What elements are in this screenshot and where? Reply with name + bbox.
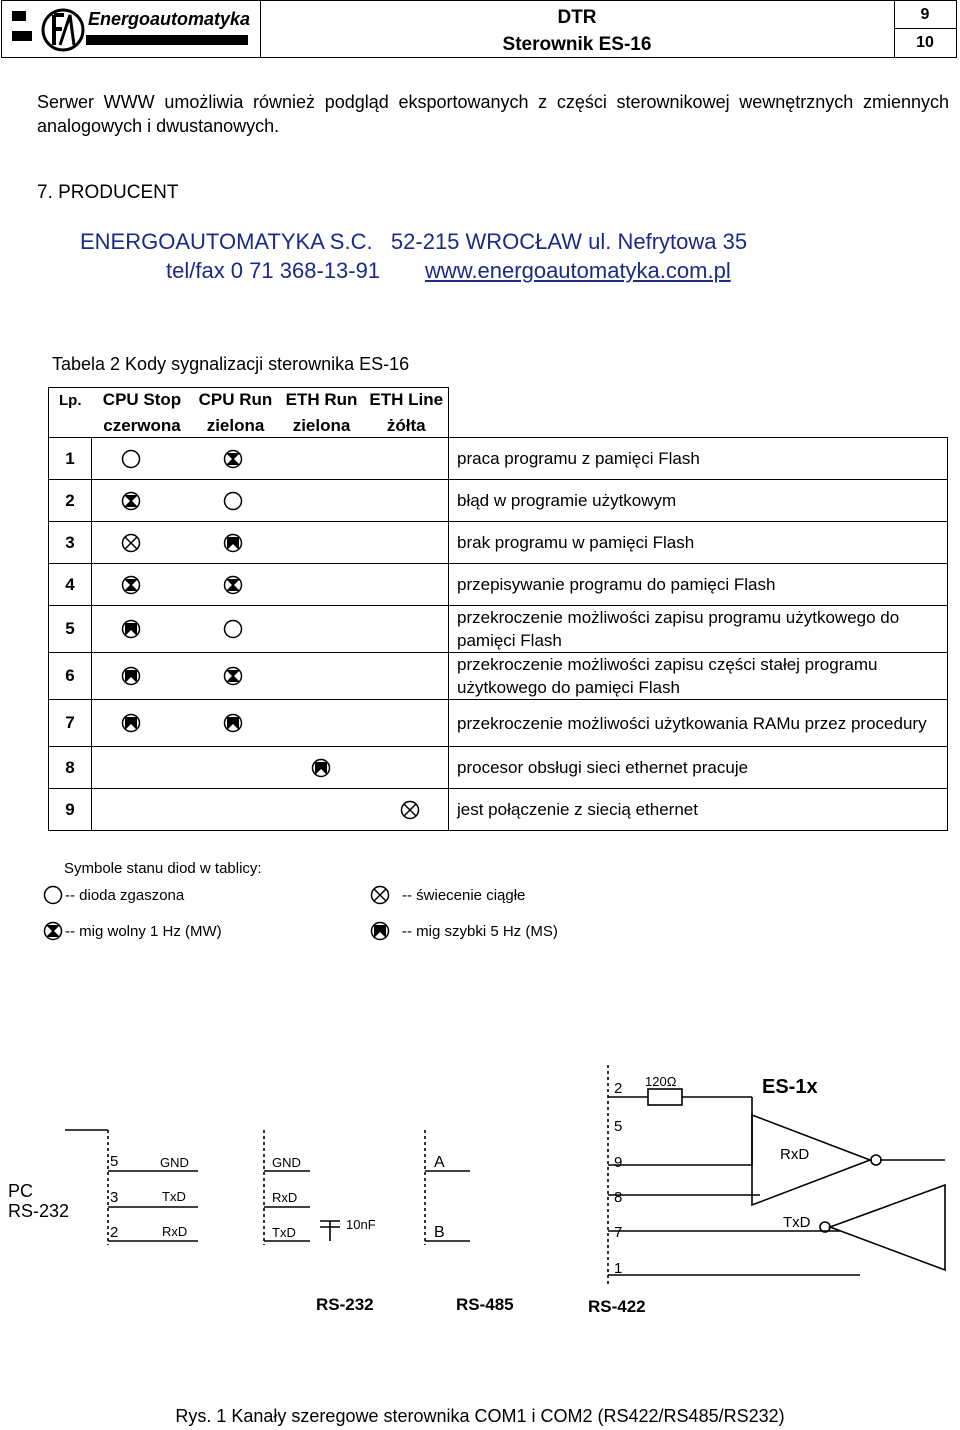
row-led-cells (92, 564, 449, 606)
legend-slow-label: -- mig wolny 1 Hz (MW) (65, 923, 222, 940)
pc-signal-label: RxD (162, 1224, 188, 1239)
pc-signal-label: TxD (162, 1189, 186, 1204)
table-row (49, 480, 948, 522)
led-fast-icon (222, 532, 244, 554)
page-header (1, 0, 957, 58)
table-row (49, 606, 948, 653)
header-cell-eth-line: ETH Line żółta (365, 388, 449, 438)
rs232-signal-label: RxD (272, 1190, 298, 1205)
row-description: przepisywanie programu do pamięci Flash (449, 564, 948, 606)
rs485-signal-label: B (434, 1224, 445, 1241)
txd-label: TxD (783, 1214, 811, 1231)
led-off-icon (120, 448, 142, 470)
row-led-cells (92, 789, 449, 831)
row-led-cells (92, 522, 449, 564)
es-pin-label: 1 (614, 1260, 623, 1277)
row-description: procesor obsługi sieci ethernet pracuje (449, 747, 948, 789)
producer-address: ENERGOAUTOMATYKA S.C. 52-215 WROCŁAW ul. Nefrytowa 35 (80, 229, 748, 254)
legend-fast-label: -- mig szybki 5 Hz (MS) (402, 923, 558, 940)
header-title-cell (260, 1, 895, 57)
led-slow-icon (120, 574, 142, 596)
pc-label: PC (8, 1181, 34, 1201)
table-row (49, 438, 948, 480)
header-cell-empty (449, 388, 948, 438)
section-heading-producer: 7. PRODUCENT (37, 182, 179, 203)
row-led-cells (92, 747, 449, 789)
led-fast-icon (120, 618, 142, 640)
led-fast-icon (310, 757, 332, 779)
pc-signal-label: GND (160, 1155, 189, 1170)
led-on-icon (399, 799, 421, 821)
rs422-bottom-label: RS-422 (588, 1297, 646, 1316)
led-off-icon (42, 884, 64, 906)
logo-bar (12, 11, 26, 21)
led-fast-icon (120, 665, 142, 687)
row-description: jest połączenie z siecią ethernet (449, 789, 948, 831)
page-number-bottom: 10 (916, 34, 934, 51)
row-description: błąd w programie użytkowym (449, 480, 948, 522)
row-number: 9 (49, 789, 92, 831)
row-led-cells (92, 606, 449, 653)
row-description: przekroczenie możliwości zapisu części stałej programu użytkowego do pamięci Flash (449, 653, 948, 700)
row-number: 4 (49, 564, 92, 606)
diagram-wires (65, 1065, 945, 1285)
figure-caption: Rys. 1 Kanały szeregowe sterownika COM1 i COM2 (RS422/RS485/RS232) (175, 1406, 785, 1426)
doc-code: DTR (557, 7, 597, 28)
page-number-top: 9 (894, 1, 956, 29)
energoautomatyka-logo-icon (40, 7, 86, 53)
row-description: brak programu w pamięci Flash (449, 522, 948, 564)
es-pin-label: 5 (614, 1118, 623, 1135)
row-number: 7 (49, 700, 92, 747)
pc-pin-label: 2 (110, 1224, 119, 1241)
row-description: praca programu z pamięci Flash (449, 438, 948, 480)
header-cell-cpu-stop: CPU Stop czerwona (92, 388, 193, 438)
signal-code-table (48, 387, 948, 831)
row-led-cells (92, 438, 449, 480)
header-logo-cell (2, 1, 261, 57)
brand-name: Energoautomatyka (88, 9, 251, 29)
row-number: 5 (49, 606, 92, 653)
rs485-signal-label: A (434, 1154, 445, 1171)
row-led-cells (92, 653, 449, 700)
table-row (49, 564, 948, 606)
rs232-signal-label: TxD (272, 1225, 296, 1240)
es-pin-label: 8 (614, 1189, 623, 1206)
table-row (49, 789, 948, 831)
led-on-icon (120, 532, 142, 554)
legend-title: Symbole stanu diod w tablicy: (64, 860, 262, 877)
rs232-bottom-label: RS-232 (316, 1295, 374, 1314)
brand-underline-bar (86, 35, 248, 45)
es-pin-label: 7 (614, 1224, 623, 1241)
header-cell-eth-run: ETH Run zielona (279, 388, 365, 438)
table-row (49, 700, 948, 747)
row-number: 2 (49, 480, 92, 522)
es-title: ES-1x (762, 1076, 818, 1098)
row-number: 1 (49, 438, 92, 480)
led-slow-icon (120, 490, 142, 512)
capacitor-label: 10nF (346, 1217, 376, 1232)
pc-rs232-label: RS-232 (8, 1201, 70, 1221)
legend-off-label: -- dioda zgaszona (65, 887, 185, 904)
es-pin-label: 9 (614, 1154, 623, 1171)
header-cell-lp: Lp. (49, 388, 92, 438)
producer-phone: tel/fax 0 71 368-13-91 (166, 258, 381, 283)
row-number: 6 (49, 653, 92, 700)
row-description: przekroczenie możliwości użytkowania RAMu przez procedury (449, 700, 948, 747)
rs485-bottom-label: RS-485 (456, 1295, 514, 1314)
led-slow-icon (222, 574, 244, 596)
led-fast-icon (222, 712, 244, 734)
led-slow-icon (222, 665, 244, 687)
row-description: przekroczenie możliwości zapisu programu użytkowego do pamięci Flash (449, 606, 948, 653)
header-cell-cpu-run: CPU Run zielona (193, 388, 279, 438)
led-fast-icon (120, 712, 142, 734)
row-number: 8 (49, 747, 92, 789)
serial-channels-diagram (0, 1055, 960, 1325)
led-off-icon (222, 490, 244, 512)
resistor-label: 120Ω (645, 1074, 677, 1089)
table-header-row (49, 388, 948, 438)
pc-pin-label: 5 (110, 1153, 119, 1170)
table-row (49, 747, 948, 789)
table-row (49, 522, 948, 564)
row-led-cells (92, 480, 449, 522)
led-off-icon (222, 618, 244, 640)
led-slow-icon (222, 448, 244, 470)
row-led-cells (92, 700, 449, 747)
rs232-signal-label: GND (272, 1155, 301, 1170)
row-number: 3 (49, 522, 92, 564)
intro-paragraph: Serwer WWW umożliwia również podgląd eksportowanych z części sterownikowej wewnętrznych zmiennych analogowych i dwustanowych. (37, 92, 949, 136)
led-on-icon (369, 884, 391, 906)
producer-website-link[interactable]: www.energoautomatyka.com.pl (425, 258, 731, 283)
led-slow-blink-icon (42, 920, 64, 942)
table-caption: Tabela 2 Kody sygnalizacji sterownika ES-16 (52, 354, 410, 374)
es-pin-label: 2 (614, 1080, 623, 1097)
logo-bar (12, 31, 32, 41)
header-page-cell (894, 1, 956, 57)
pc-pin-label: 3 (110, 1189, 119, 1206)
led-fast-blink-icon (369, 920, 391, 942)
table-row (49, 653, 948, 700)
doc-subtitle: Sterownik ES-16 (502, 34, 652, 55)
legend-on-label: -- świecenie ciągłe (402, 887, 526, 904)
rxd-label: RxD (780, 1146, 810, 1163)
